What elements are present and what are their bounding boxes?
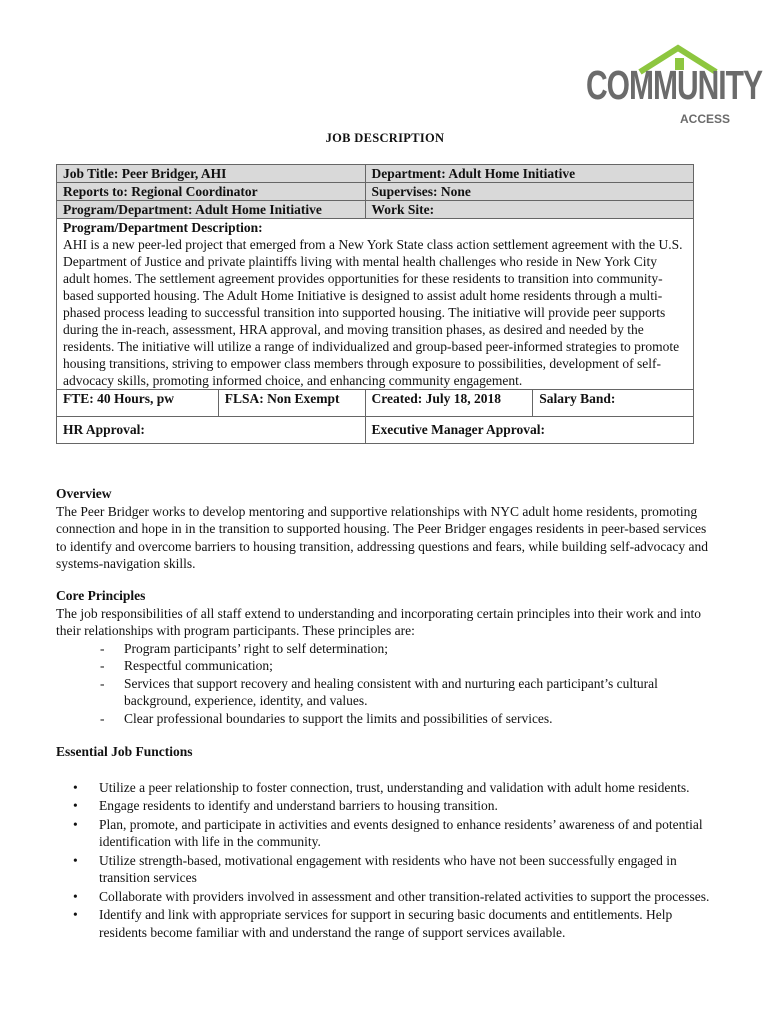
list-item: • Utilize a peer relationship to foster connection, trust, understanding and validation with adult home residents. xyxy=(73,779,716,797)
list-item: - Respectful communication; xyxy=(100,657,716,675)
core-principles-section xyxy=(56,587,716,727)
flsa-cell: FLSA: Non Exempt xyxy=(218,390,365,417)
essential-functions-heading: Essential Job Functions xyxy=(56,744,193,759)
list-item: - Services that support recovery and healing consistent with and nurturing each participant’s cultural background, experience, identity, and values. xyxy=(100,675,716,710)
work-site-cell: Work Site: xyxy=(365,201,693,219)
fte-cell: FTE: 40 Hours, pw xyxy=(57,390,219,417)
logo-subtext: ACCESS xyxy=(680,112,731,126)
essential-functions-list xyxy=(56,779,716,942)
page-title: JOB DESCRIPTION xyxy=(325,131,445,145)
program-description-cell xyxy=(57,219,694,390)
list-item: • Utilize strength-based, motivational engagement with residents who have not been successfully engaged in transition services xyxy=(73,852,716,887)
job-title-cell: Job Title: Peer Bridger, AHI xyxy=(57,165,366,183)
hr-approval-cell: HR Approval: xyxy=(57,417,366,444)
program-description-text: AHI is a new peer-led project that emerged from a New York State class action settlement agreement with the U.S. Department of Justice and private plaintiffs living with mental health challenges who reside in New York City adult homes. The settlement agreement provides opportunities for these residents to transition into community-based supported housing. The Adult Home Initiative is designed to assist adult home residents through a multi-phased process leading to successful transition into supported housing. The initiative will provide peer supports during the in-reach, assessment, HRA approval, and moving transition phases, as desired and needed by the residents. The initiative will utilize a range of individualized and group-based peer-informed strategies to promote housing transitions, striving to empower class members through exposure to possibilities, development of self-advocacy skills, promoting informed choice, and enhancing community engagement. xyxy=(63,237,683,388)
community-access-logo xyxy=(580,44,762,130)
list-item: - Clear professional boundaries to support the limits and possibilities of services. xyxy=(100,710,716,728)
program-department-cell: Program/Department: Adult Home Initiative xyxy=(57,201,366,219)
core-principles-heading: Core Principles xyxy=(56,588,146,603)
salary-band-cell: Salary Band: xyxy=(533,390,694,417)
core-principles-list xyxy=(56,640,716,728)
overview-heading: Overview xyxy=(56,486,112,501)
supervises-cell: Supervises: None xyxy=(365,183,693,201)
created-cell: Created: July 18, 2018 xyxy=(365,390,533,417)
department-cell: Department: Adult Home Initiative xyxy=(365,165,693,183)
list-item: • Identify and link with appropriate services for support in securing basic documents and entitlements. Help residents become familiar with and understand the range of support services available. xyxy=(73,906,716,941)
core-principles-text: The job responsibilities of all staff extend to understanding and incorporating certain principles into their work and into their relationships with program participants. These principles are: xyxy=(56,605,701,638)
executive-approval-cell: Executive Manager Approval: xyxy=(365,417,693,444)
essential-functions-section xyxy=(56,743,716,942)
overview-section xyxy=(56,485,716,573)
list-item: - Program participants’ right to self determination; xyxy=(100,640,716,658)
overview-text: The Peer Bridger works to develop mentoring and supportive relationships with NYC adult home residents, promoting connection and hope in in the transition to supported housing. The Peer Bridger engages residents in peer-based services to identify and overcome barriers to housing transition, addressing questions and fears, while building self-advocacy and systems-navigation skills. xyxy=(56,503,708,571)
logo-wordmark: COMMUNITY xyxy=(586,64,762,109)
program-description-label: Program/Department Description: xyxy=(63,220,263,235)
list-item: • Plan, promote, and participate in activities and events designed to enhance residents’ awareness of and potential identification with life in the community. xyxy=(73,816,716,851)
list-item: • Collaborate with providers involved in assessment and other transition-related activities to support the processes. xyxy=(73,888,716,906)
reports-to-cell: Reports to: Regional Coordinator xyxy=(57,183,366,201)
job-info-table xyxy=(56,164,694,444)
list-item: • Engage residents to identify and understand barriers to housing transition. xyxy=(73,797,716,815)
